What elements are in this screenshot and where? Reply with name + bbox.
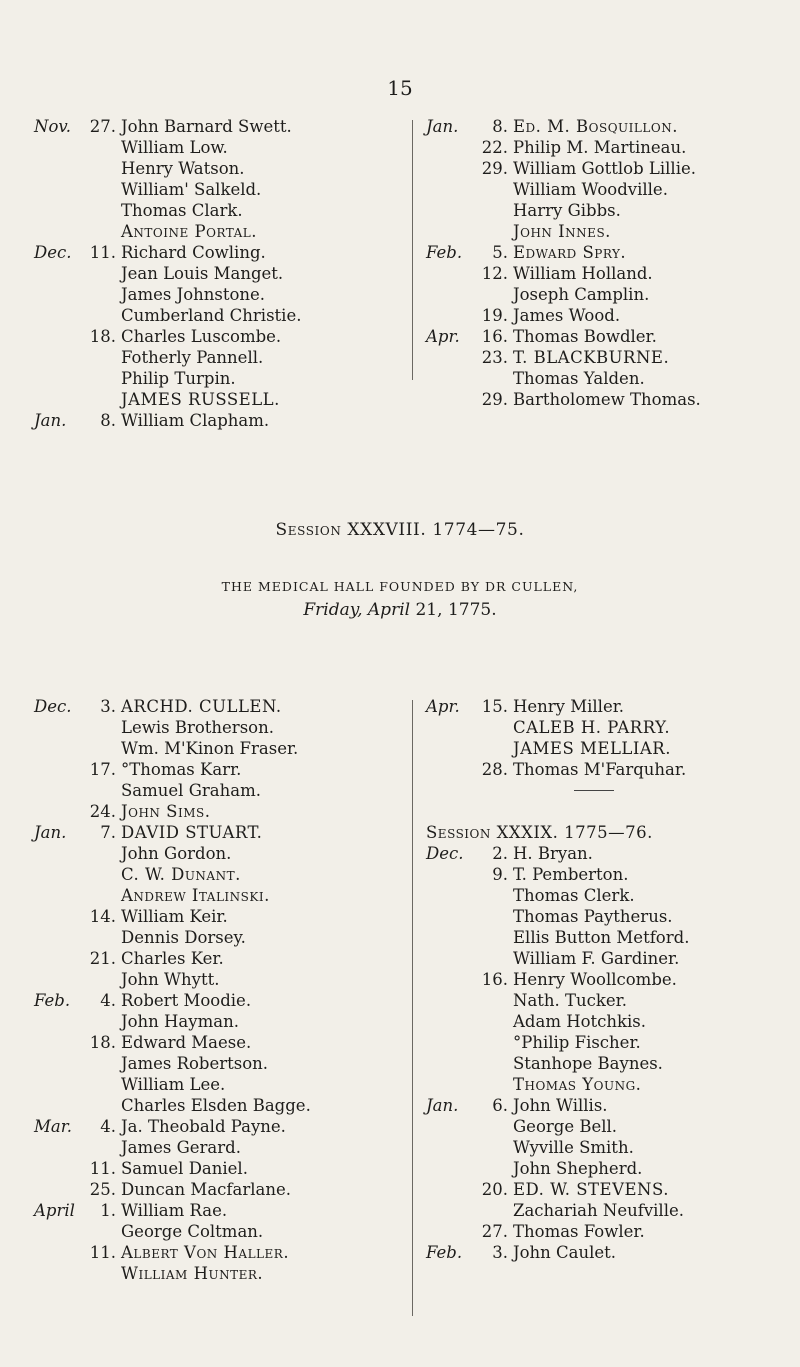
entry-name: Philip M. Martineau. [513, 138, 687, 157]
entry-month: Apr. [426, 327, 460, 346]
entry-day: 3. [492, 1243, 508, 1262]
entry-name: George Bell. [513, 1117, 618, 1136]
register-entry [426, 948, 786, 969]
register-entry [34, 305, 334, 326]
entry-day: 6. [492, 1096, 508, 1115]
register-entry [34, 1158, 334, 1179]
entry-day: 8. [100, 411, 116, 430]
entry-day: 11. [89, 243, 116, 262]
entry-month: Apr. [426, 697, 460, 716]
entry-name: Wyville Smith. [513, 1138, 634, 1157]
register-entry [34, 759, 334, 780]
entry-name: Andrew Italinski. [121, 886, 270, 905]
entry-name: DAVID STUART. [121, 823, 263, 842]
entry-name: Henry Watson. [121, 159, 245, 178]
short-rule [426, 780, 786, 801]
register-entry [34, 1263, 334, 1284]
entry-name: C. W. Dunant. [121, 865, 241, 884]
register-entry [34, 822, 334, 843]
entry-month: April [34, 1201, 75, 1220]
register-entry [426, 969, 786, 990]
entry-day: 7. [100, 823, 116, 842]
register-entry [426, 1158, 786, 1179]
register-entry [34, 927, 334, 948]
register-entry [426, 843, 786, 864]
register-entry [34, 137, 334, 158]
register-entry [34, 1179, 334, 1200]
entry-name: °Philip Fischer. [513, 1033, 641, 1052]
entry-name: Duncan Macfarlane. [121, 1180, 291, 1199]
register-entry [426, 759, 786, 780]
entry-name: James Wood. [513, 306, 621, 325]
register-entry [426, 179, 786, 200]
entry-day: 18. [89, 1033, 116, 1052]
register-entry [34, 410, 334, 431]
register-entry [34, 368, 334, 389]
register-entry [426, 738, 786, 759]
register-entry [34, 158, 334, 179]
entry-name: JAMES RUSSELL. [121, 390, 280, 409]
entry-name: JAMES MELLIAR. [513, 739, 671, 758]
entry-name: James Robertson. [121, 1054, 269, 1073]
entry-name: William Woodville. [513, 180, 668, 199]
register-entry [426, 221, 786, 242]
entry-month: Dec. [34, 697, 72, 716]
entry-name: Antoine Portal. [121, 222, 257, 241]
register-entry [426, 1011, 786, 1032]
entry-name: CALEB H. PARRY. [513, 718, 671, 737]
register-entry [426, 906, 786, 927]
entry-name: John Willis. [513, 1096, 608, 1115]
entry-name: °Thomas Karr. [121, 760, 242, 779]
register-entry [34, 843, 334, 864]
entry-name: Wm. M'Kinon Fraser. [121, 739, 299, 758]
entry-day: 14. [89, 907, 116, 926]
entry-day: 29. [481, 390, 508, 409]
register-entry [426, 242, 786, 263]
entry-name: T. BLACKBURNE. [513, 348, 670, 367]
register-entry [426, 368, 786, 389]
register-entry [426, 158, 786, 179]
entry-name: Harry Gibbs. [513, 201, 621, 220]
entry-day: 11. [89, 1159, 116, 1178]
entry-day: 9. [492, 865, 508, 884]
register-entry [34, 1137, 334, 1158]
entry-name: ARCHD. CULLEN. [121, 697, 282, 716]
register-entry [426, 1074, 786, 1095]
entry-name: James Gerard. [121, 1138, 241, 1157]
register-entry [34, 1116, 334, 1137]
entry-name: William' Salkeld. [121, 180, 262, 199]
entry-day: 21. [89, 949, 116, 968]
register-entry [426, 116, 786, 137]
register-entry [34, 347, 334, 368]
entry-day: 27. [89, 117, 116, 136]
entry-name: Stanhope Baynes. [513, 1054, 663, 1073]
entry-name: Samuel Graham. [121, 781, 261, 800]
entry-name: Ja. Theobald Payne. [121, 1117, 286, 1136]
register-entry [34, 116, 334, 137]
register-entry [426, 1116, 786, 1137]
entry-name: Samuel Daniel. [121, 1159, 248, 1178]
entry-day: 8. [492, 117, 508, 136]
entry-name: Charles Ker. [121, 949, 224, 968]
entry-day: 25. [89, 1180, 116, 1199]
register-entry [426, 1221, 786, 1242]
entry-name: Philip Turpin. [121, 369, 236, 388]
entry-name: John Shepherd. [513, 1159, 643, 1178]
entry-name: John Gordon. [121, 844, 232, 863]
register-entry [426, 263, 786, 284]
entry-name: William Keir. [121, 907, 228, 926]
date-weekday: Friday, April [303, 600, 411, 620]
entry-name: James Johnstone. [121, 285, 266, 304]
register-entry [426, 864, 786, 885]
entry-name: John Innes. [513, 222, 611, 241]
register-entry [426, 347, 786, 368]
register-list-a [426, 696, 786, 780]
entry-name: William Clapham. [121, 411, 270, 430]
entry-name: Thomas M'Farquhar. [513, 760, 687, 779]
register-entry [426, 885, 786, 906]
register-entry [34, 885, 334, 906]
entry-name: George Coltman. [121, 1222, 264, 1241]
entry-name: Dennis Dorsey. [121, 928, 246, 947]
entry-name: John Whytt. [121, 970, 220, 989]
register-entry [34, 1095, 334, 1116]
register-entry [426, 1137, 786, 1158]
register-column-top-left [34, 116, 334, 431]
entry-name: Bartholomew Thomas. [513, 390, 701, 409]
register-entry [426, 389, 786, 410]
entry-name: Adam Hotchkis. [513, 1012, 647, 1031]
entry-day: 24. [89, 802, 116, 821]
register-entry [34, 1200, 334, 1221]
entry-name: Albert Von Haller. [121, 1243, 290, 1262]
entry-day: 11. [89, 1243, 116, 1262]
entry-day: 16. [481, 970, 508, 989]
entry-day: 12. [481, 264, 508, 283]
entry-name: John Hayman. [121, 1012, 239, 1031]
entry-name: William Low. [121, 138, 228, 157]
register-list-b [426, 843, 786, 1263]
entry-name: John Barnard Swett. [121, 117, 292, 136]
entry-name: William Hunter. [121, 1264, 264, 1283]
register-entry [34, 179, 334, 200]
entry-day: 5. [492, 243, 508, 262]
register-entry [34, 990, 334, 1011]
register-entry [426, 1095, 786, 1116]
register-entry [426, 200, 786, 221]
column-divider [412, 700, 413, 1316]
entry-day: 4. [100, 1117, 116, 1136]
entry-month: Nov. [34, 117, 71, 136]
register-entry [426, 717, 786, 738]
register-entry [34, 780, 334, 801]
register-entry [426, 137, 786, 158]
register-entry [34, 284, 334, 305]
entry-name: Nath. Tucker. [513, 991, 627, 1010]
entry-name: Thomas Bowdler. [513, 327, 657, 346]
date-line [0, 600, 800, 620]
register-entry [34, 1221, 334, 1242]
entry-name: John Caulet. [513, 1243, 617, 1262]
register-entry [426, 1200, 786, 1221]
register-column-bottom-right [426, 696, 786, 1263]
entry-month: Dec. [426, 844, 464, 863]
session-heading: Session XXXVIII. 1774—75. [275, 520, 525, 540]
entry-name: William Gottlob Lillie. [513, 159, 696, 178]
register-entry [426, 1032, 786, 1053]
entry-name: William Lee. [121, 1075, 226, 1094]
register-entry [34, 263, 334, 284]
entry-day: 18. [89, 327, 116, 346]
register-entry [426, 696, 786, 717]
entry-name: Jean Louis Manget. [121, 264, 284, 283]
register-entry [34, 326, 334, 347]
register-entry [34, 389, 334, 410]
entry-name: William F. Gardiner. [513, 949, 680, 968]
entry-name: Fotherly Pannell. [121, 348, 264, 367]
entry-name: Edward Maese. [121, 1033, 252, 1052]
register-entry [34, 1053, 334, 1074]
entry-name: Charles Luscombe. [121, 327, 282, 346]
entry-month: Jan. [34, 411, 67, 430]
entry-name: T. Pemberton. [513, 865, 629, 884]
entry-month: Feb. [426, 1243, 463, 1262]
entry-day: 29. [481, 159, 508, 178]
register-entry [426, 305, 786, 326]
entry-month: Jan. [426, 117, 459, 136]
register-column-bottom-left [34, 696, 334, 1284]
register-entry [34, 1032, 334, 1053]
entry-name: Zachariah Neufville. [513, 1201, 684, 1220]
entry-name: H. Bryan. [513, 844, 593, 863]
register-entry [34, 696, 334, 717]
register-entry [426, 326, 786, 347]
register-entry [426, 927, 786, 948]
entry-day: 17. [89, 760, 116, 779]
entry-day: 15. [481, 697, 508, 716]
entry-name: Henry Miller. [513, 697, 625, 716]
entry-name: Cumberland Christie. [121, 306, 302, 325]
register-entry [426, 284, 786, 305]
register-entry [426, 1179, 786, 1200]
entry-name: John Sims. [121, 802, 211, 821]
register-entry [34, 1011, 334, 1032]
entry-month: Dec. [34, 243, 72, 262]
entry-name: Thomas Paytherus. [513, 907, 673, 926]
entry-name: Ed. M. Bosquillon. [513, 117, 678, 136]
entry-day: 3. [100, 697, 116, 716]
date-year: 1775. [447, 600, 497, 620]
entry-month: Feb. [34, 991, 71, 1010]
hall-line: THE MEDICAL HALL FOUNDED BY DR CULLEN, [221, 579, 579, 594]
entry-name: Thomas Fowler. [513, 1222, 645, 1241]
register-entry [34, 948, 334, 969]
entry-day: 28. [481, 760, 508, 779]
entry-name: Richard Cowling. [121, 243, 266, 262]
entry-day: 19. [481, 306, 508, 325]
register-entry [34, 1242, 334, 1263]
entry-name: Thomas Yalden. [513, 369, 645, 388]
column-divider [412, 120, 413, 380]
register-column-top-right [426, 116, 786, 410]
entry-day: 20. [481, 1180, 508, 1199]
register-entry [34, 1074, 334, 1095]
register-entry [426, 1053, 786, 1074]
register-entry [34, 200, 334, 221]
entry-day: 2. [492, 844, 508, 863]
entry-name: William Rae. [121, 1201, 228, 1220]
entry-day: 23. [481, 348, 508, 367]
entry-name: Robert Moodie. [121, 991, 252, 1010]
entry-month: Mar. [34, 1117, 73, 1136]
entry-name: Thomas Clerk. [513, 886, 635, 905]
entry-day: 27. [481, 1222, 508, 1241]
entry-name: Charles Elsden Bagge. [121, 1096, 311, 1115]
sub-session-heading: Session XXXIX. 1775—76. [426, 823, 653, 842]
entry-name: Ellis Button Metford. [513, 928, 690, 947]
entry-month: Feb. [426, 243, 463, 262]
register-entry [34, 738, 334, 759]
entry-name: William Holland. [513, 264, 653, 283]
entry-name: Thomas Clark. [121, 201, 243, 220]
entry-month: Jan. [34, 823, 67, 842]
entry-name: ED. W. STEVENS. [513, 1180, 669, 1199]
page-number: 15 [387, 76, 413, 100]
entry-name: Joseph Camplin. [513, 285, 650, 304]
entry-month: Jan. [426, 1096, 459, 1115]
entry-name: Lewis Brotherson. [121, 718, 274, 737]
register-entry [34, 221, 334, 242]
register-entry [426, 990, 786, 1011]
register-entry [34, 242, 334, 263]
register-entry [34, 864, 334, 885]
entry-day: 22. [481, 138, 508, 157]
register-entry [34, 906, 334, 927]
entry-day: 1. [100, 1201, 116, 1220]
register-entry [34, 717, 334, 738]
register-entry [426, 1242, 786, 1263]
entry-name: Edward Spry. [513, 243, 627, 262]
date-day: 21, [415, 600, 443, 620]
register-entry [34, 969, 334, 990]
register-entry [34, 801, 334, 822]
entry-day: 16. [481, 327, 508, 346]
entry-name: Thomas Young. [513, 1075, 642, 1094]
entry-name: Henry Woollcombe. [513, 970, 677, 989]
entry-day: 4. [100, 991, 116, 1010]
